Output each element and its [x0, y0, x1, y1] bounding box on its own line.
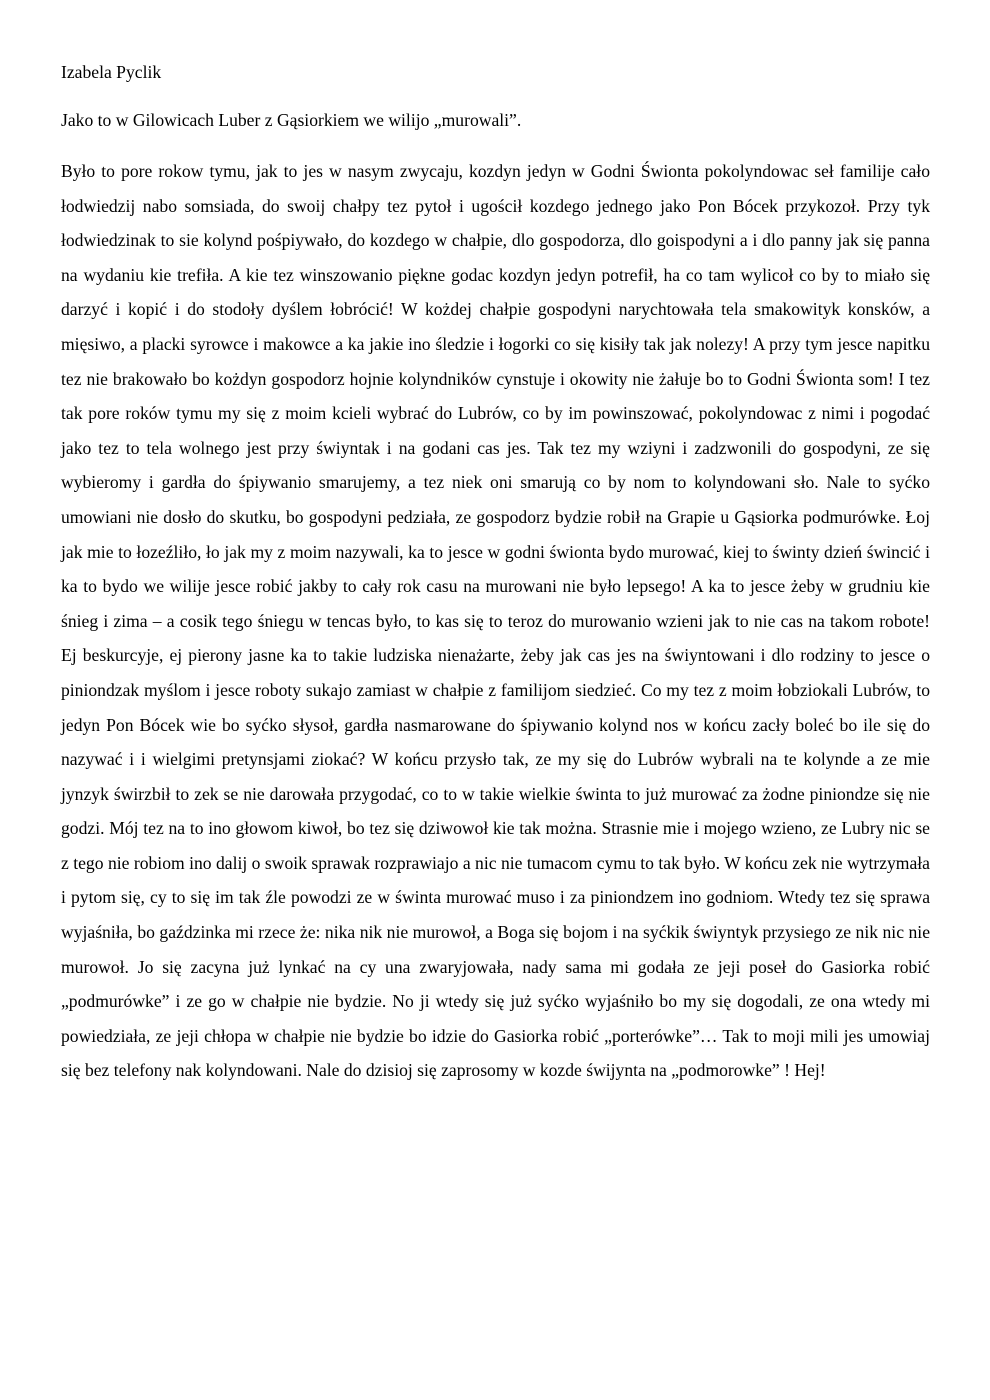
author-name: Izabela Pyclik [61, 62, 162, 82]
document-title: Jako to w Gilowicach Luber z Gąsiorkiem we wilijo „murowali”. [61, 110, 522, 130]
body-paragraph: Było to pore rokow tymu, jak to jes w nasym zwycaju, kozdyn jedyn w Godni Świonta pokolyndowac seł familije cało łodwiedzij nabo somsiada, do swoij chałpy tez pytoł i ugościł kozdego jednego jako Pon Bócek przykozoł. Przy tyk łodwiedzinak to sie kolynd pośpiywało, do kozdego w chałpie, dlo gospodorza, dlo goispodyni a i dlo panny jak się panna na wydaniu kie trefiła. A kie tez winszowanio piękne godac kozdyn jedyn potrefił, ha co tam wylicoł co by to miało się darzyć i kopić i do stodoły dyślem łobrócić! W kożdej chałpie gospodyni narychtowała tela smakowityk konsków, a mięsiwo, a placki syrowce i makowce a ka jakie ino śledzie i łogorki co się kisiły tak jak nolezy! A przy tym jesce napitku tez nie brakowało bo kożdyn gospodorz hojnie kolyndników cynstuje i okowity nie żałuje bo to Godni Świonta som! I tez tak pore roków tymu my się z moim kcieli wybrać do Lubrów, co by im powinszować, pokolyndowac z nimi i pogodać jako tez to tela wolnego jest przy świyntak i na godani cas jes. Tak tez my wziyni i zadzwonili do gospodyni, ze się wybieromy i gardła do śpiywanio smarujemy, a tez niek oni smarują co by nom to kolyndowani sło. Nale to syćko umowiani nie dosło do skutku, bo gospodyni pedziała, ze gospodorz bydzie robił na Grapie u Gąsiorka podmurówke. Łoj jak mie to łozeźliło, ło jak my z moim nazywali, ka to jesce w godni świonta bydo murować, kiej to świnty dzień świncić i ka to bydo we wilije jesce robić jakby to cały rok casu na murowani nie było lepsego! A ka to jesce żeby w grudniu kie śnieg i zima – a cosik tego śniegu w tencas było, to kas się to teroz do murowanio wzieni jak to nie cas na takom robote! Ej beskurcyje, ej pierony jasne ka to takie ludziska nienażarte, żeby jak cas jes na świyntowani i dlo rodziny to jesce o piniondzak myślom i jesce roboty sukajo zamiast w chałpie z familijom siedzieć. Co my tez z moim łobziokali Lubrów, to jedyn Pon Bócek wie bo syćko słysoł, gardła nasmarowane do śpiywanio kolynd nos w końcu zacły boleć bo ile się do nazywać i i wielgimi pretynsjami ziokać? W końcu przysło tak, ze my się do Lubrów wybrali na te kolynde a ze mie jynzyk świrzbił to zek se nie darowała przygodać, co to w takie wielkie świnta to już murować za żodne piniondze się nie godzi. Mój tez na to ino głowom kiwoł, bo tez się dziwowoł kie tak można. Strasnie mie i mojego wzieno, ze Lubry nic se z tego nie robiom ino dalij o swoik sprawak rozprawiajo a nic nie tumacom cymu to tak było. W końcu zek nie wytrzymała i pytom się, cy to się im tak źle powodzi ze w świnta murować muso i za piniondzem ino godniom. Wtedy tez się sprawa wyjaśniła, bo gaździnka mi rzece że: nika nik nie murowoł, a Boga się bojom i na syćkik świyntyk przysiego ze nik nic nie murowoł. Jo się zacyna już lynkać na cy una zwaryjowała, nady sama mi godała ze jeji poseł do Gasiorka robić „podmurówke” i ze go w chałpie nie bydzie. No ji wtedy się już syćko wyjaśniło bo my się dogodali, ze ona wtedy mi powiedziała, ze jeji chłopa w chałpie nie bydzie bo idzie do Gasiorka robić „porterówke”… Tak to moji mili jes umowiaj się bez telefony nak kolyndowani. Nale do dzisioj się zaprosomy w kozde świjynta na „podmorowke” ! Hej! [61, 161, 930, 1081]
